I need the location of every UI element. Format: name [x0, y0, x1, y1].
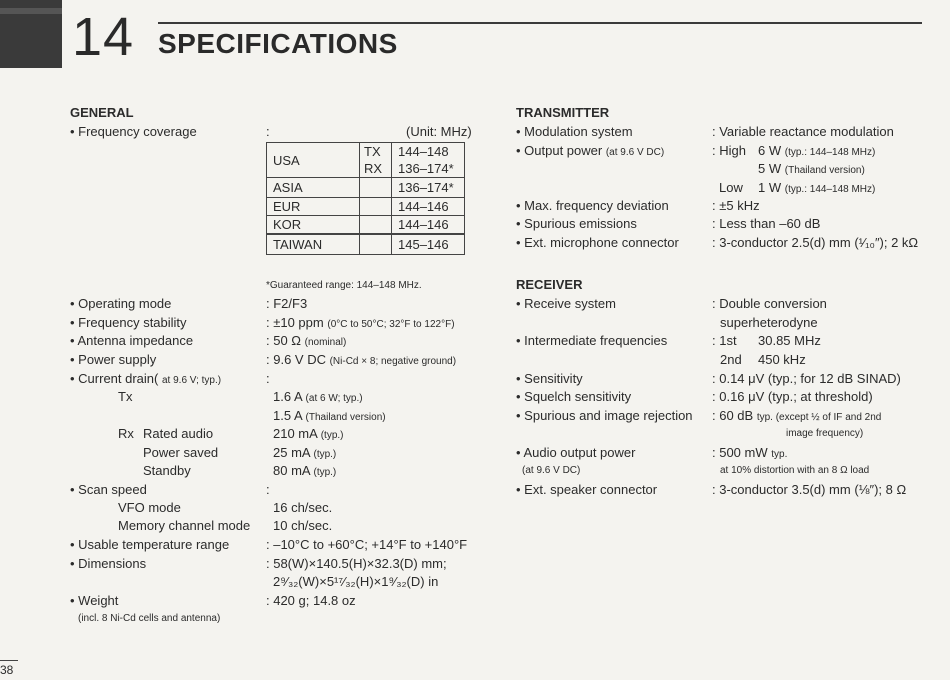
- standby-value: 80 mA: [273, 463, 310, 478]
- audio-output-note: typ.: [771, 449, 788, 460]
- weight-value: : 420 g; 14.8 oz: [266, 593, 356, 608]
- page-number: 38: [0, 660, 18, 677]
- region-kor: KOR: [267, 216, 360, 235]
- scan-speed-colon: :: [266, 482, 270, 497]
- header-rule: [158, 22, 922, 24]
- weight-label: • Weight: [70, 593, 119, 608]
- power-supply-label: • Power supply: [70, 352, 157, 367]
- output-power-label: • Output power: [516, 143, 603, 158]
- tx-current-value-1: 1.6 A: [273, 389, 302, 404]
- freq-coverage-colon: :: [266, 124, 270, 139]
- region-taiwan: TAIWAN: [267, 234, 360, 255]
- low-value: 1 W: [758, 180, 782, 195]
- image-rejection-note: typ. (except ½ of IF and 2nd: [756, 412, 882, 423]
- asia-value: 136–174*: [392, 178, 465, 198]
- power-saved-label: Power saved: [143, 445, 219, 460]
- tx-current-note-1: (at 6 W; typ.): [305, 393, 363, 404]
- audio-output-label: • Audio output power: [516, 445, 636, 460]
- current-drain-label: • Current drain(: [70, 371, 159, 386]
- tx-current-label: Tx: [118, 389, 133, 404]
- freq-coverage-label: • Frequency coverage: [70, 124, 197, 139]
- table-row: [267, 143, 465, 161]
- receive-system-value-2: superheterodyne: [720, 315, 818, 330]
- region-asia: ASIA: [267, 178, 360, 198]
- freq-stability-label: • Frequency stability: [70, 315, 187, 330]
- if-2nd-value: 450 kHz: [758, 352, 806, 367]
- standby-label: Standby: [143, 463, 191, 478]
- freq-stability-note: (0°C to 50°C; 32°F to 122°F): [327, 319, 455, 330]
- if-label: • Intermediate frequencies: [516, 333, 668, 348]
- receive-system-value: : Double conversion: [712, 296, 827, 311]
- power-supply-value: : 9.6 V DC: [266, 352, 326, 367]
- image-rejection-note-2: image frequency): [786, 428, 864, 439]
- tx-current-value-2: 1.5 A: [273, 408, 302, 423]
- rated-audio-note: (typ.): [320, 430, 344, 441]
- freq-stability-value: : ±10 ppm: [266, 315, 324, 330]
- temperature-label: • Usable temperature range: [70, 537, 230, 552]
- receiver-heading: RECEIVER: [516, 277, 583, 292]
- power-saved-note: (typ.): [313, 449, 337, 460]
- audio-output-sub: (at 9.6 V DC): [522, 465, 581, 476]
- guaranteed-note: *Guaranteed range: 144–148 MHz.: [266, 280, 422, 291]
- unit-label: (Unit: MHz): [406, 124, 472, 139]
- audio-output-note-2: at 10% distortion with an 8 Ω load: [720, 465, 870, 476]
- squelch-value: : 0.16 μV (typ.; at threshold): [712, 389, 873, 404]
- output-power-note: (at 9.6 V DC): [605, 147, 665, 158]
- chapter-title: SPECIFICATIONS: [158, 28, 398, 59]
- table-row: [267, 178, 465, 198]
- tx-label: TX: [360, 143, 392, 161]
- low-label: Low: [719, 180, 743, 195]
- deviation-value: : ±5 kHz: [712, 198, 760, 213]
- receive-system-label: • Receive system: [516, 296, 616, 311]
- region-eur: EUR: [267, 198, 360, 216]
- power-saved-value: 25 mA: [273, 445, 310, 460]
- audio-output-value: : 500 mW: [712, 445, 768, 460]
- rx-label: RX: [360, 160, 392, 178]
- weight-note: (incl. 8 Ni-Cd cells and antenna): [78, 613, 221, 624]
- rx-current-label: Rx: [118, 426, 134, 441]
- current-drain-colon: :: [266, 371, 270, 386]
- eur-value: 144–146: [392, 198, 465, 216]
- spurious-emissions-label: • Spurious emissions: [516, 216, 637, 231]
- sensitivity-label: • Sensitivity: [516, 371, 583, 386]
- rated-audio-value: 210 mA: [273, 426, 318, 441]
- temperature-value: : –10°C to +60°C; +14°F to +140°F: [266, 537, 468, 552]
- image-rejection-label: • Spurious and image rejection: [516, 408, 693, 423]
- speaker-connector-label: • Ext. speaker connector: [516, 482, 658, 497]
- low-note: (typ.: 144–148 MHz): [784, 184, 876, 195]
- rated-audio-label: Rated audio: [143, 426, 214, 441]
- dimensions-value-mm: : 58(W)×140.5(H)×32.3(D) mm;: [266, 556, 447, 571]
- high-label: : High: [712, 143, 746, 158]
- antenna-value: : 50 Ω: [266, 333, 302, 348]
- table-row: [267, 216, 465, 235]
- if-2nd-label: 2nd: [720, 352, 742, 367]
- deviation-label: • Max. frequency deviation: [516, 198, 669, 213]
- vfo-mode-value: 16 ch/sec.: [273, 500, 333, 515]
- op-mode-value: : F2/F3: [266, 296, 308, 311]
- high-note: (typ.: 144–148 MHz): [784, 147, 876, 158]
- if-1st-value: 30.85 MHz: [758, 333, 821, 348]
- frequency-table: [266, 142, 465, 255]
- memory-mode-label: Memory channel mode: [118, 518, 251, 533]
- general-heading: GENERAL: [70, 105, 134, 120]
- sensitivity-value: : 0.14 μV (typ.; for 12 dB SINAD): [712, 371, 901, 386]
- power-supply-note: (Ni-Cd × 8; negative ground): [329, 356, 457, 367]
- table-row: [267, 198, 465, 216]
- kor-value: 144–146: [392, 216, 465, 235]
- tx-current-note-2: (Thailand version): [305, 412, 386, 423]
- modulation-label: • Modulation system: [516, 124, 633, 139]
- if-1st-label: : 1st: [712, 333, 737, 348]
- chapter-tab-mark: [0, 0, 62, 68]
- speaker-connector-value: : 3-conductor 3.5(d) mm (⅛″); 8 Ω: [712, 482, 907, 497]
- spurious-emissions-value: : Less than –60 dB: [712, 216, 821, 231]
- current-drain-note: at 9.6 V; typ.): [161, 375, 222, 386]
- antenna-label: • Antenna impedance: [70, 333, 194, 348]
- dimensions-label: • Dimensions: [70, 556, 147, 571]
- mic-connector-label: • Ext. microphone connector: [516, 235, 679, 250]
- chapter-number: 14: [72, 7, 135, 67]
- transmitter-heading: TRANSMITTER: [516, 105, 610, 120]
- mic-connector-value: : 3-conductor 2.5(d) mm (¹⁄₁₀″); 2 kΩ: [712, 235, 919, 250]
- high-value: 6 W: [758, 143, 782, 158]
- table-row: [267, 234, 465, 255]
- high-value-thailand: 5 W: [758, 161, 782, 176]
- region-usa: USA: [267, 143, 360, 178]
- dimensions-value-in: 2⁹⁄₃₂(W)×5¹⁷⁄₃₂(H)×1⁹⁄₃₂(D) in: [273, 574, 439, 589]
- squelch-label: • Squelch sensitivity: [516, 389, 632, 404]
- taiwan-value: 145–146: [392, 234, 465, 255]
- standby-note: (typ.): [313, 467, 337, 478]
- vfo-mode-label: VFO mode: [118, 500, 181, 515]
- memory-mode-value: 10 ch/sec.: [273, 518, 333, 533]
- antenna-note: (nominal): [304, 337, 347, 348]
- high-note-thailand: (Thailand version): [784, 165, 865, 176]
- scan-speed-label: • Scan speed: [70, 482, 147, 497]
- usa-tx-value: 144–148: [392, 143, 465, 161]
- usa-rx-value: 136–174*: [392, 160, 465, 178]
- op-mode-label: • Operating mode: [70, 296, 172, 311]
- image-rejection-value: : 60 dB: [712, 408, 754, 423]
- modulation-value: : Variable reactance modulation: [712, 124, 894, 139]
